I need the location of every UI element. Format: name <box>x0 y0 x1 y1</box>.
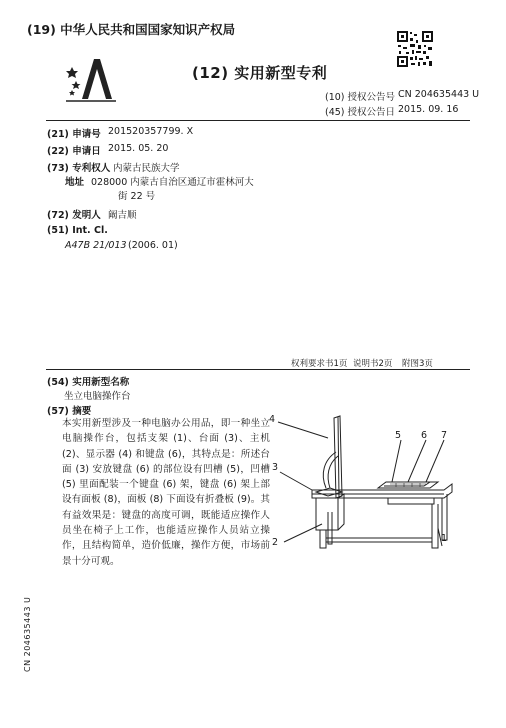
figure-label-4: 4 <box>269 414 276 425</box>
figure-label-7: 7 <box>441 430 448 441</box>
inventor-label: (72) 发明人 <box>47 210 101 221</box>
app-no: 201520357799. X <box>108 126 194 137</box>
pub-date-label: (45) 授权公告日 <box>325 107 396 118</box>
figure-label-2: 2 <box>272 537 279 548</box>
address-line-2: 街 22 号 <box>118 191 156 202</box>
pub-no: CN 204635443 U <box>398 89 480 100</box>
pub-date: 2015. 09. 16 <box>398 104 459 115</box>
intcl-label: (51) Int. Cl. <box>47 225 108 236</box>
utility-model-title: 坐立电脑操作台 <box>64 391 131 402</box>
claims-page-count: 权利要求书1页 <box>291 359 348 369</box>
title-label: (54) 实用新型名称 <box>47 377 130 388</box>
pub-no-label: (10) 授权公告号 <box>325 92 396 103</box>
intcl-year: (2006. 01) <box>128 240 178 251</box>
section-divider <box>46 369 470 370</box>
intcl-code: A47B 21/013 <box>65 240 127 251</box>
figure-label-5: 5 <box>395 430 402 441</box>
abstract-label: (57) 摘要 <box>47 406 92 417</box>
app-date-label: (22) 申请日 <box>47 146 101 157</box>
header-divider <box>46 120 470 121</box>
side-publication-number: CN 204635443 U <box>23 596 32 672</box>
app-date: 2015. 05. 20 <box>108 143 169 154</box>
office-line: (19) 中华人民共和国国家知识产权局 <box>27 22 236 37</box>
patentee-label: (73) 专利权人 <box>47 163 111 174</box>
document-type-title: (12) 实用新型专利 <box>192 64 328 82</box>
qr-code-icon <box>396 30 434 68</box>
workstation-drawing <box>266 412 466 562</box>
figure-label-6: 6 <box>421 430 428 441</box>
inventor: 阚吉顺 <box>108 210 137 221</box>
figure-label-1: 1 <box>441 533 448 544</box>
address-line-1: 028000 内蒙古自治区通辽市霍林河大 <box>91 177 254 188</box>
figure-label-3: 3 <box>272 462 279 473</box>
patentee: 内蒙古民族大学 <box>113 163 180 174</box>
drawings-page-count: 附图3页 <box>402 359 433 369</box>
description-page-count: 说明书2页 <box>353 359 393 369</box>
address-label: 地址 <box>65 177 85 188</box>
patent-office-emblem-icon <box>66 55 116 103</box>
abstract-text: 本实用新型涉及一种电脑办公用品，即一种坐立电脑操作台，包括支架 (1)、台面 (3)、主机 (2)、显示器 (4) 和键盘 (6)，其特点是：所述台面 (3) 安放键盘 (6) 的部位设有凹槽 (5)，凹槽 (5) 里面配装一个键盘 (6) 架，键盘 (6) 架上部设有面板 (8)，面板 (8) 下面设有折叠板 (9)。其有益效果是：键盘的高度可调，既能适应操作人员坐在椅子上工作，也能适应操作人员站立操作，且结构简单，造价低廉，操作方便，市场前景十分可观。 <box>62 418 270 567</box>
app-no-label: (21) 申请号 <box>47 129 101 140</box>
